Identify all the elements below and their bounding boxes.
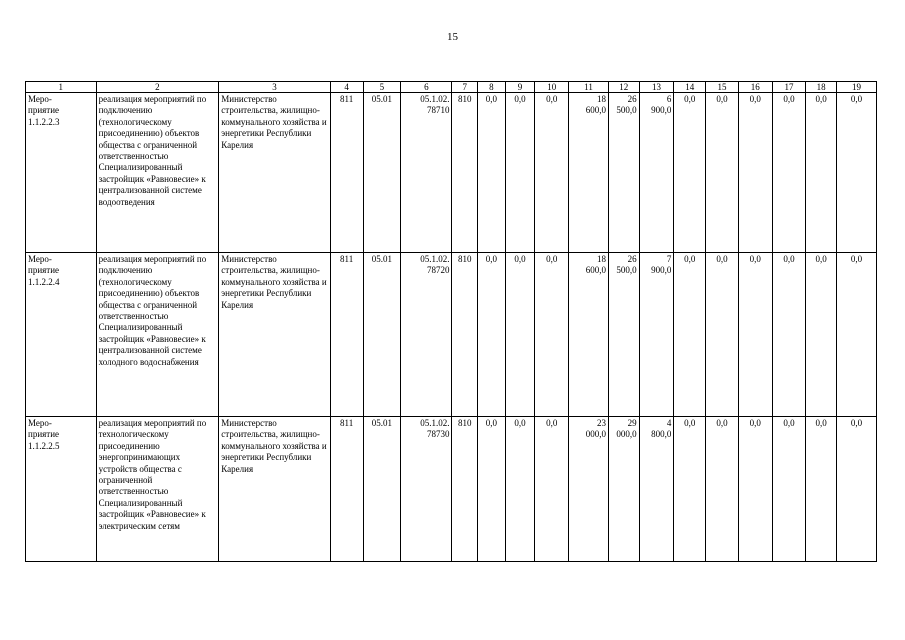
value-cell: 0,0	[836, 253, 876, 417]
value-cell: 0,0	[738, 253, 772, 417]
value-cell: 0,0	[535, 93, 569, 253]
table-row	[26, 93, 877, 253]
value-cell: 4 800,0	[639, 417, 674, 562]
value-cell: 05.01	[363, 417, 401, 562]
description-cell: реализация мероприятий по технологическому присоединению энергопринимающих устройств общества с ограниченной ответственностью Специализированный застройщик «Равновесие» к электрическим сетям	[96, 417, 219, 562]
value-cell: 811	[330, 93, 363, 253]
value-cell: 0,0	[478, 93, 506, 253]
header-cell: 15	[706, 82, 739, 93]
header-cell: 14	[674, 82, 706, 93]
value-cell: 23 000,0	[569, 417, 609, 562]
value-cell: 0,0	[738, 93, 772, 253]
value-cell: 0,0	[772, 93, 806, 253]
description-cell: реализация мероприятий по подключению (технологическому присоединению) объектов общества с ограниченной ответственностью Специализированный застройщик «Равновесие» к централизованной системе холодного водоснабжения	[96, 253, 219, 417]
value-cell: 0,0	[674, 93, 706, 253]
header-cell: 17	[772, 82, 806, 93]
header-cell: 19	[836, 82, 876, 93]
header-cell: 4	[330, 82, 363, 93]
value-cell: 6 900,0	[639, 93, 674, 253]
header-cell: 5	[363, 82, 401, 93]
value-cell: 810	[452, 417, 478, 562]
header-cell: 10	[535, 82, 569, 93]
header-cell: 8	[478, 82, 506, 93]
value-cell: 811	[330, 253, 363, 417]
value-cell: 05.1.02. 78720	[401, 253, 452, 417]
value-cell: 26 500,0	[608, 93, 639, 253]
value-cell: 0,0	[478, 417, 506, 562]
value-cell: 0,0	[738, 417, 772, 562]
value-cell: 18 600,0	[569, 253, 609, 417]
value-cell: 0,0	[674, 253, 706, 417]
value-cell: 0,0	[806, 253, 837, 417]
value-cell: 05.01	[363, 253, 401, 417]
value-cell: 810	[452, 93, 478, 253]
value-cell: 0,0	[505, 253, 535, 417]
event-cell: Меро- приятие 1.1.2.2.5	[26, 417, 97, 562]
value-cell: 0,0	[706, 417, 739, 562]
header-cell: 3	[219, 82, 330, 93]
value-cell: 7 900,0	[639, 253, 674, 417]
value-cell: 0,0	[806, 417, 837, 562]
value-cell: 26 500,0	[608, 253, 639, 417]
value-cell: 0,0	[772, 253, 806, 417]
value-cell: 05.1.02. 78730	[401, 417, 452, 562]
header-cell: 16	[738, 82, 772, 93]
header-cell: 2	[96, 82, 219, 93]
value-cell: 0,0	[772, 417, 806, 562]
value-cell: 29 000,0	[608, 417, 639, 562]
event-cell: Меро- приятие 1.1.2.2.4	[26, 253, 97, 417]
value-cell: 05.01	[363, 93, 401, 253]
value-cell: 0,0	[674, 417, 706, 562]
header-cell: 1	[26, 82, 97, 93]
value-cell: 0,0	[478, 253, 506, 417]
executor-cell: Министерство строительства, жилищно-коммунального хозяйства и энергетики Республики Карелия	[219, 417, 330, 562]
value-cell: 0,0	[836, 417, 876, 562]
value-cell: 0,0	[836, 93, 876, 253]
table-row	[26, 417, 877, 562]
table-header-row	[26, 82, 877, 93]
value-cell: 05.1.02. 78710	[401, 93, 452, 253]
value-cell: 0,0	[505, 93, 535, 253]
header-cell: 13	[639, 82, 674, 93]
header-cell: 11	[569, 82, 609, 93]
value-cell: 0,0	[535, 253, 569, 417]
value-cell: 810	[452, 253, 478, 417]
program-table	[25, 81, 877, 562]
header-cell: 9	[505, 82, 535, 93]
value-cell: 0,0	[706, 93, 739, 253]
value-cell: 0,0	[706, 253, 739, 417]
event-cell: Меро- приятие 1.1.2.2.3	[26, 93, 97, 253]
header-cell: 12	[608, 82, 639, 93]
table-row	[26, 253, 877, 417]
value-cell: 0,0	[806, 93, 837, 253]
executor-cell: Министерство строительства, жилищно-коммунального хозяйства и энергетики Республики Карелия	[219, 93, 330, 253]
description-cell: реализация мероприятий по подключению (технологическому присоединению) объектов общества с ограниченной ответственностью Специализированный застройщик «Равновесие» к централизованной системе водоотведения	[96, 93, 219, 253]
header-cell: 6	[401, 82, 452, 93]
value-cell: 0,0	[505, 417, 535, 562]
header-cell: 18	[806, 82, 837, 93]
value-cell: 0,0	[535, 417, 569, 562]
value-cell: 811	[330, 417, 363, 562]
value-cell: 18 600,0	[569, 93, 609, 253]
page-number: 15	[447, 31, 458, 43]
executor-cell: Министерство строительства, жилищно-коммунального хозяйства и энергетики Республики Карелия	[219, 253, 330, 417]
header-cell: 7	[452, 82, 478, 93]
